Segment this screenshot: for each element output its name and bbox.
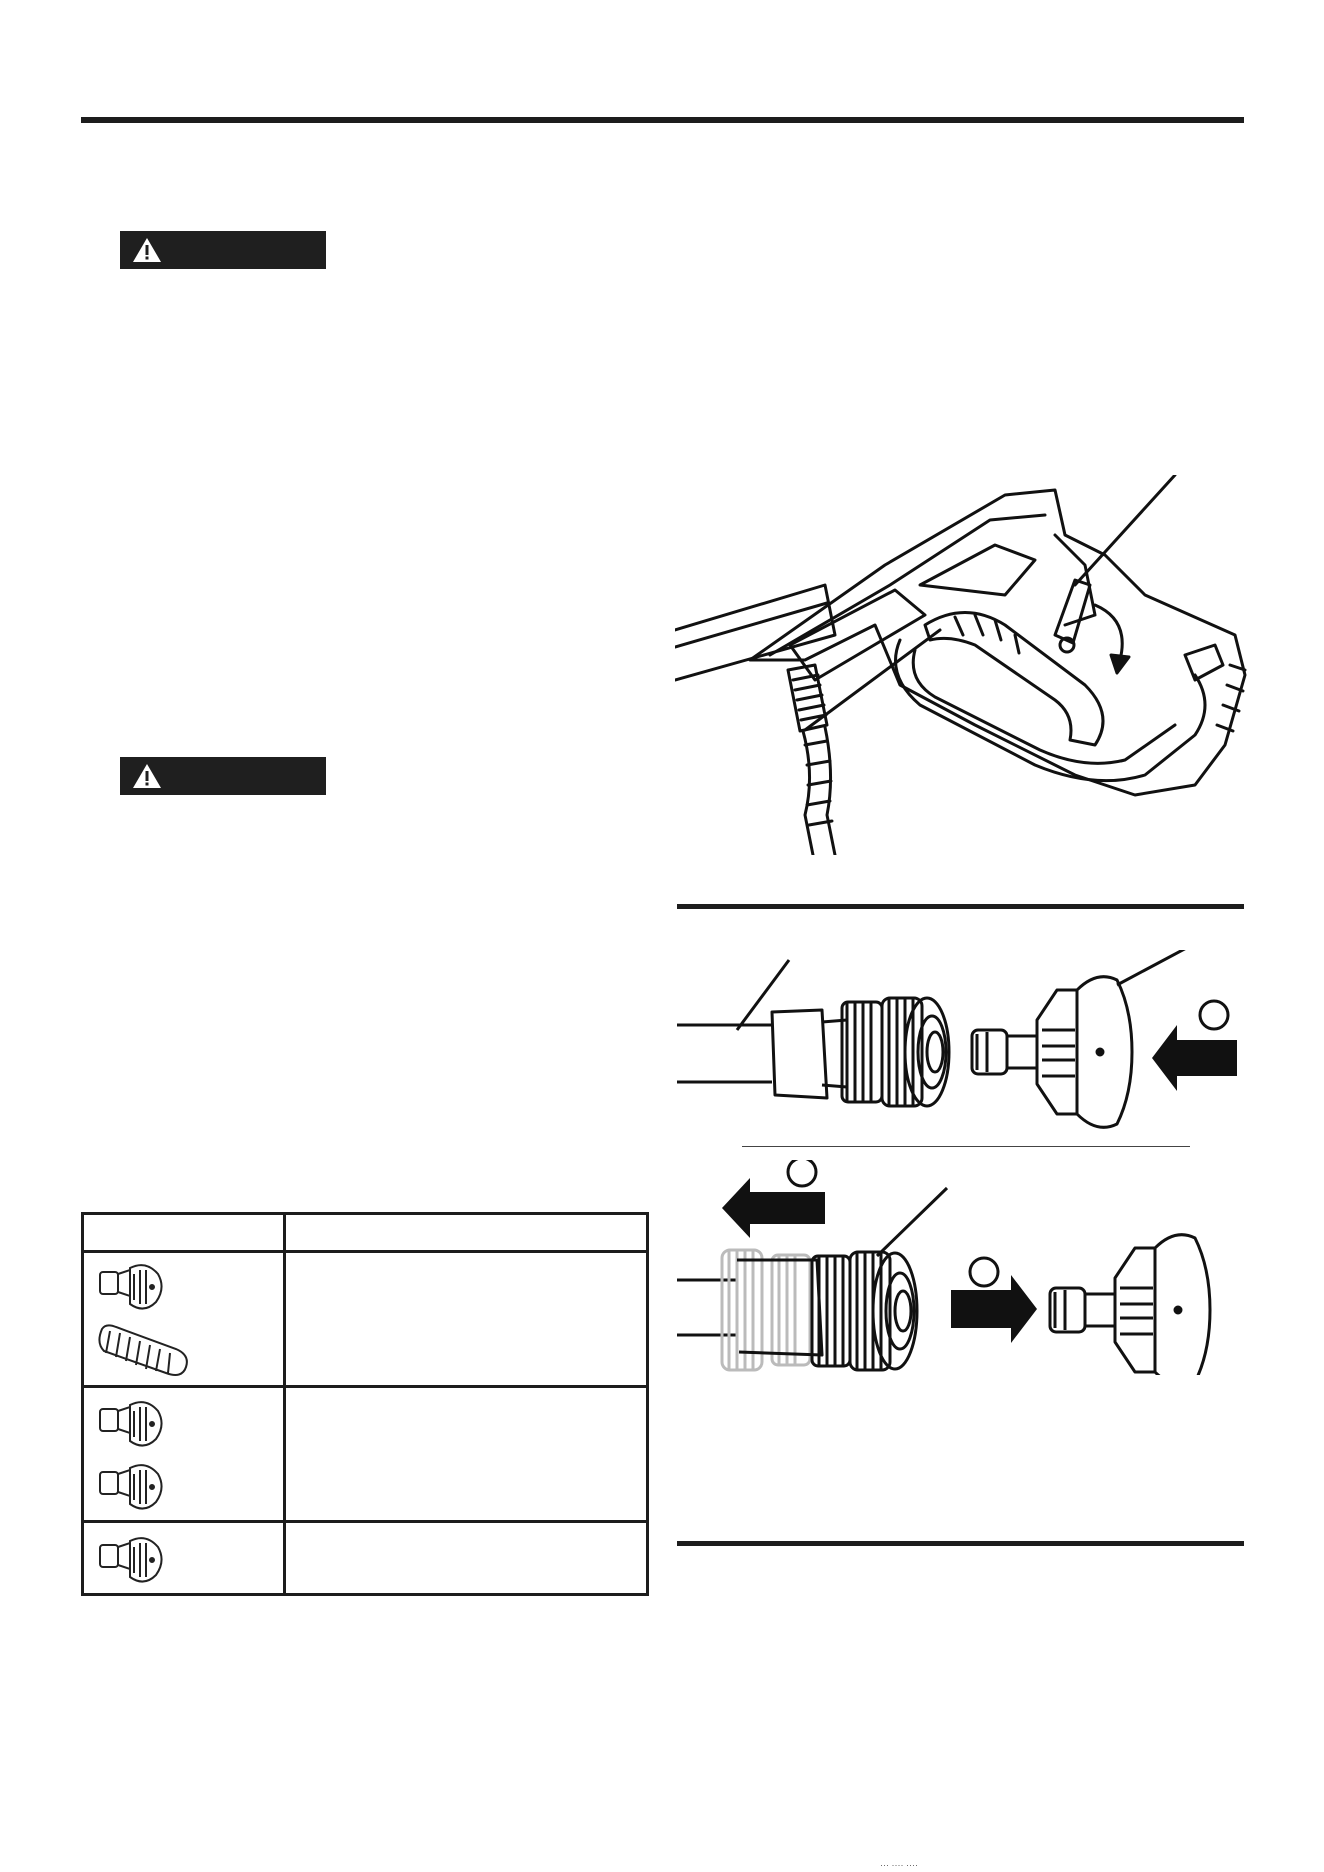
quick-connect-coupler-illustration	[677, 950, 1244, 1140]
section-divider	[677, 1541, 1244, 1546]
table-row-divider	[84, 1520, 646, 1523]
figure-divider	[742, 1146, 1190, 1147]
quick-connect-nozzle-icon	[96, 1397, 176, 1452]
warning-triangle-icon	[132, 237, 162, 263]
footer-text: ··· ···· ····	[880, 1860, 918, 1870]
top-rule	[81, 117, 1244, 123]
nozzle-table	[81, 1212, 649, 1596]
section-divider	[677, 904, 1244, 909]
warning-triangle-icon	[132, 763, 162, 789]
table-row-divider	[84, 1385, 646, 1388]
warning-label	[120, 231, 326, 269]
turbo-nozzle-icon	[96, 1323, 191, 1378]
quick-connect-release-illustration	[677, 1160, 1244, 1375]
warning-label	[120, 757, 326, 795]
table-header-divider	[84, 1250, 646, 1253]
spray-gun-trigger-lock-illustration	[675, 475, 1265, 855]
table-column-divider	[283, 1215, 286, 1593]
quick-connect-nozzle-icon	[96, 1533, 176, 1588]
quick-connect-nozzle-icon	[96, 1260, 176, 1315]
quick-connect-nozzle-icon	[96, 1460, 176, 1515]
